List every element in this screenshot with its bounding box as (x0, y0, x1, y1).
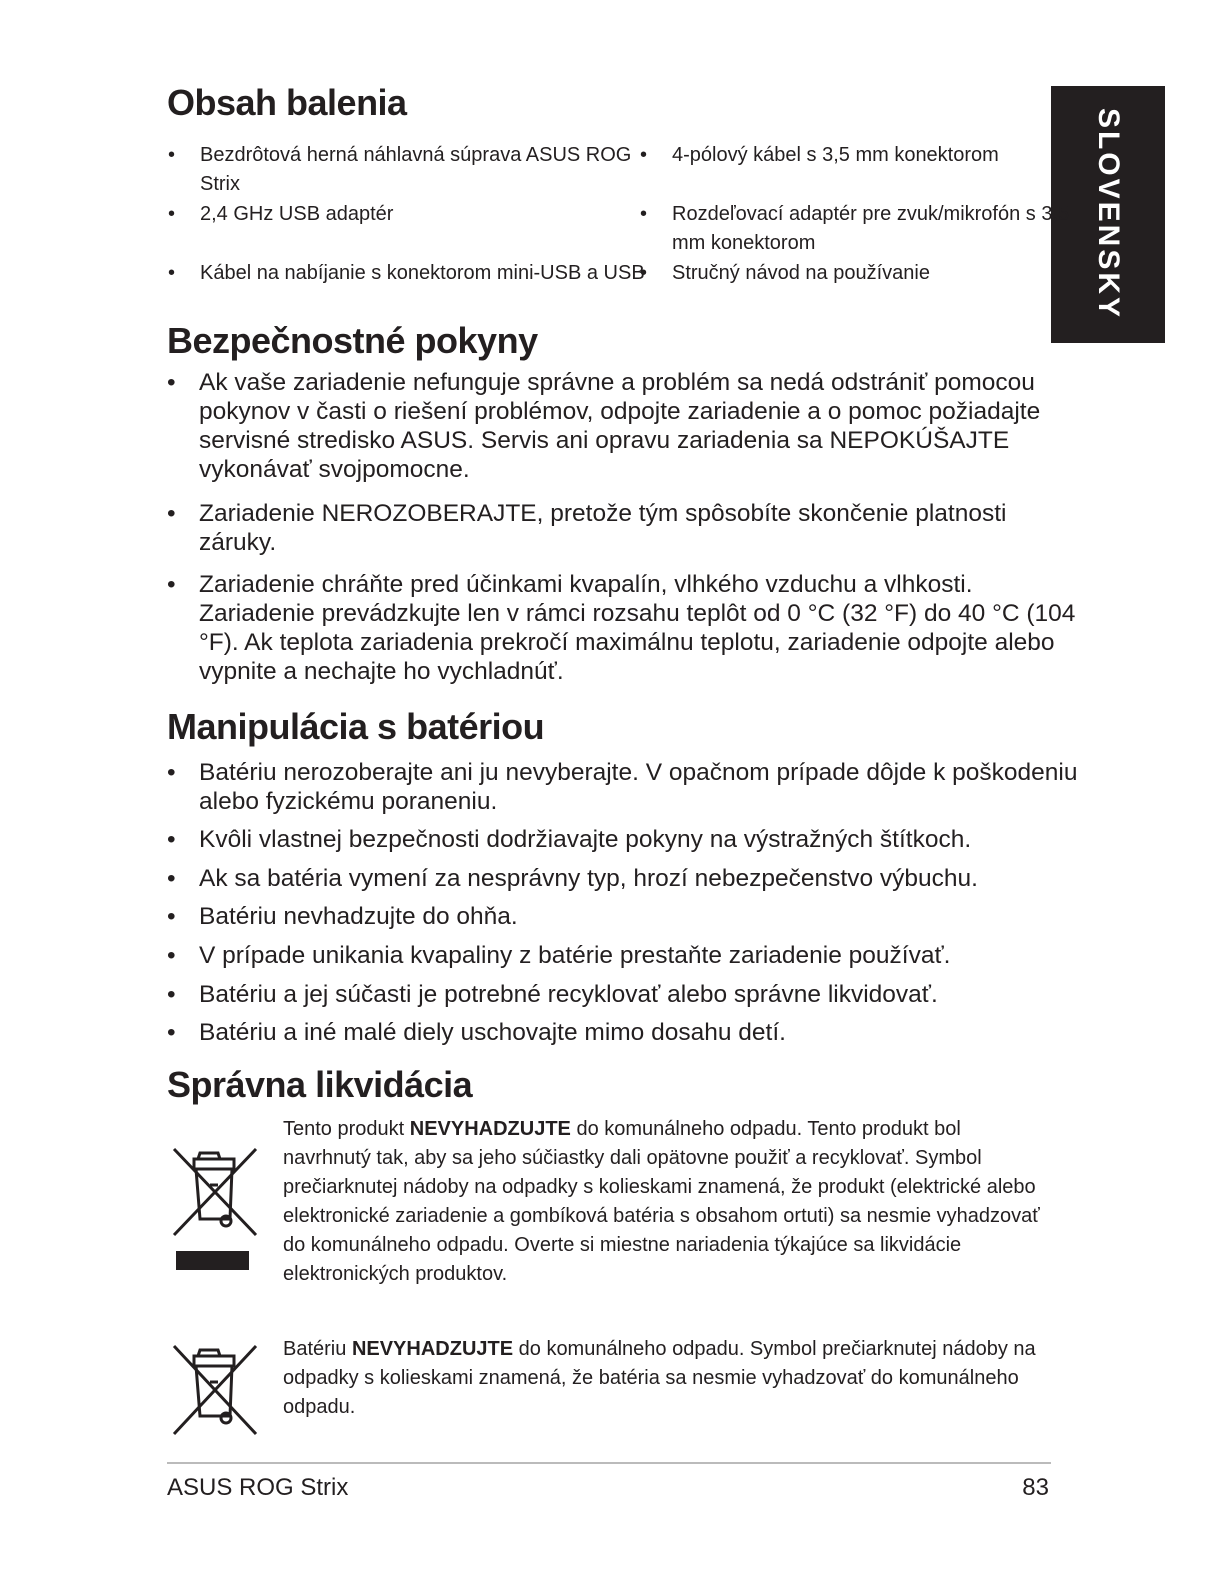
crossed-wheelie-bin-icon (170, 1342, 260, 1438)
battery-item: • Batériu a jej súčasti je potrebné recyklovať alebo správne likvidovať. (167, 980, 1079, 1009)
contents-heading: Obsah balenia (167, 82, 407, 123)
contents-item: • 4-pólový kábel s 3,5 mm konektorom (640, 141, 1072, 170)
contents-item: • Stručný návod na používanie (640, 259, 1072, 288)
battery-item: • Kvôli vlastnej bezpečnosti dodržiavajte pokyny na výstražných štítkoch. (167, 825, 1079, 854)
battery-item: • V prípade unikania kvapaliny z batérie prestaňte zariadenie používať. (167, 941, 1079, 970)
language-tab-label: SLOVENSKY (1092, 107, 1125, 321)
footer-product-name: ASUS ROG Strix (167, 1474, 349, 1501)
contents-item: • Rozdeľovací adaptér pre zvuk/mikrofón s 3,5 mm konektorom (640, 200, 1076, 258)
safety-item: • Zariadenie NEROZOBERAJTE, pretože tým spôsobíte skončenie platnosti záruky. (167, 499, 1079, 557)
battery-heading: Manipulácia s batériou (167, 706, 545, 747)
safety-heading: Bezpečnostné pokyny (167, 320, 538, 361)
page-number: 83 (1022, 1474, 1049, 1501)
crossed-wheelie-bin-icon (170, 1145, 260, 1275)
battery-item: • Batériu a iné malé diely uschovajte mimo dosahu detí. (167, 1018, 1079, 1047)
battery-item: • Batériu nerozoberajte ani ju nevyberajte. V opačnom prípade dôjde k poškodeniu alebo fyzickému poraneniu. (167, 758, 1079, 816)
battery-item: • Batériu nevhadzujte do ohňa. (167, 902, 1079, 931)
contents-item: • Kábel na nabíjanie s konektorom mini-USB a USB (168, 259, 650, 288)
disposal-paragraph-battery: Batériu NEVYHADZUJTE do komunálneho odpadu. Symbol prečiarknutej nádoby na odpadky s kolieskami znamená, že batéria sa nesmie vyhadzovať do komunálneho odpadu. (283, 1338, 1036, 1418)
contents-item: • Bezdrôtová herná náhlavná súprava ASUS ROG Strix (168, 141, 640, 199)
contents-item: • 2,4 GHz USB adaptér (168, 200, 640, 229)
safety-item: • Ak vaše zariadenie nefunguje správne a problém sa nedá odstrániť pomocou pokynov v časti o riešení problémov, odpojte zariadenie a o pomoc požiadajte servisné stredisko ASUS. Servis ani opravu zariadenia sa NEPOKÚŠAJTE vykonávať svojpomocne. (167, 368, 1079, 484)
disposal-paragraph-product: Tento produkt NEVYHADZUJTE do komunálneho odpadu. Tento produkt bol navrhnutý tak, aby sa jeho súčiastky dali opätovne použiť a recyklovať. Symbol prečiarknutej nádoby na odpadky s kolieskami znamená, že produkt (elektrické alebo elektronické zariadenie a gombíková batéria s obsahom ortuti) sa nesmie vyhadzovať do komunálneho odpadu. Overte si miestne nariadenia týkajúce sa likvidácie elektronických produktov. (283, 1118, 1040, 1285)
disposal-heading: Správna likvidácia (167, 1064, 473, 1105)
safety-item: • Zariadenie chráňte pred účinkami kvapalín, vlhkého vzduchu a vlhkosti. Zariadenie prevádzkujte len v rámci rozsahu teplôt od 0 °C (32 °F) do 40 °C (104 °F). Ak teplota zariadenia prekročí maximálnu teplotu, zariadenie odpojte alebo vypnite a nechajte ho vychladnúť. (167, 570, 1079, 686)
footer-divider (167, 1462, 1051, 1464)
battery-item: • Ak sa batéria vymení za nesprávny typ, hrozí nebezpečenstvo výbuchu. (167, 864, 1079, 893)
